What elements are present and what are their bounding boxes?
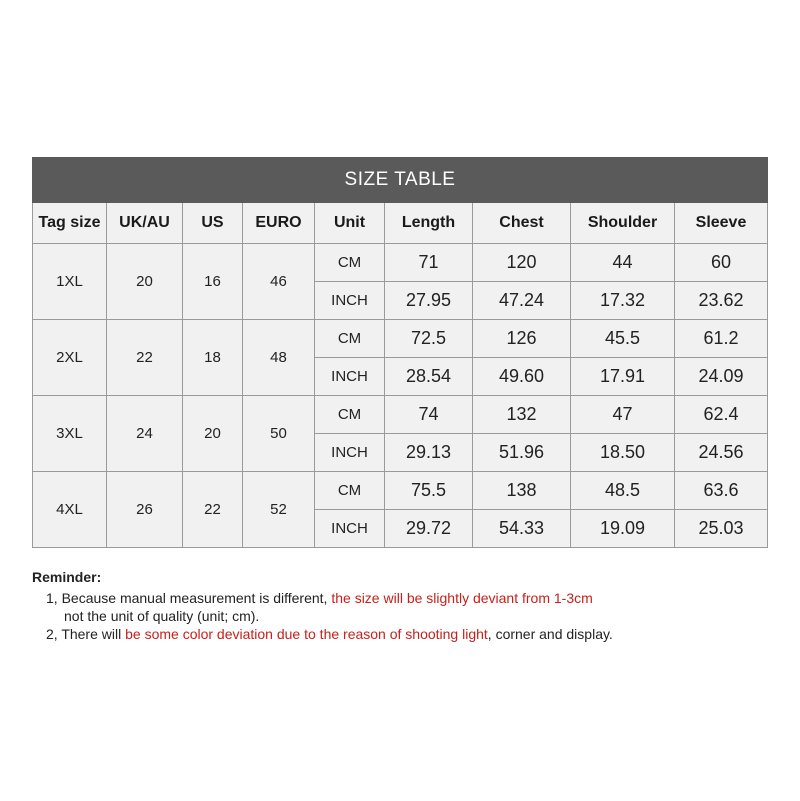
length-cell: 75.5 (385, 472, 473, 510)
unit-cell: INCH (315, 510, 385, 548)
unit-cell: CM (315, 396, 385, 434)
reminder-heading: Reminder: (32, 569, 102, 585)
reminder-line-1 (32, 589, 772, 607)
unit-cell: INCH (315, 358, 385, 396)
shoulder-cell: 47 (571, 396, 675, 434)
sleeve-cell: 60 (675, 244, 768, 282)
header-sleeve: Sleeve (675, 203, 768, 244)
header-shoulder: Shoulder (571, 203, 675, 244)
reminder-line-2 (32, 625, 772, 643)
length-cell: 27.95 (385, 282, 473, 320)
table-row (33, 472, 768, 510)
chest-cell: 49.60 (473, 358, 571, 396)
length-cell: 72.5 (385, 320, 473, 358)
sleeve-cell: 25.03 (675, 510, 768, 548)
euro-cell: 46 (243, 244, 315, 320)
tag-size-cell: 3XL (33, 396, 107, 472)
chest-cell: 54.33 (473, 510, 571, 548)
euro-cell: 52 (243, 472, 315, 548)
uk-au-cell: 24 (107, 396, 183, 472)
header-tag-size: Tag size (33, 203, 107, 244)
us-cell: 22 (183, 472, 243, 548)
table-row (33, 244, 768, 282)
shoulder-cell: 45.5 (571, 320, 675, 358)
header-euro: EURO (243, 203, 315, 244)
euro-cell: 50 (243, 396, 315, 472)
sleeve-cell: 23.62 (675, 282, 768, 320)
chest-cell: 132 (473, 396, 571, 434)
header-uk-au: UK/AU (107, 203, 183, 244)
shoulder-cell: 18.50 (571, 434, 675, 472)
uk-au-cell: 26 (107, 472, 183, 548)
reminder-note (32, 568, 772, 643)
length-cell: 29.72 (385, 510, 473, 548)
reminder-line-1-highlight: the size will be slightly deviant from 1-3cm (331, 590, 593, 606)
length-cell: 74 (385, 396, 473, 434)
sleeve-cell: 24.09 (675, 358, 768, 396)
tag-size-cell: 2XL (33, 320, 107, 396)
reminder-line-2-text: 2, There will (46, 626, 126, 642)
us-cell: 20 (183, 396, 243, 472)
euro-cell: 48 (243, 320, 315, 396)
us-cell: 16 (183, 244, 243, 320)
uk-au-cell: 22 (107, 320, 183, 396)
reminder-line-1-text: 1, Because manual measurement is different, (46, 590, 332, 606)
chest-cell: 51.96 (473, 434, 571, 472)
chest-cell: 120 (473, 244, 571, 282)
length-cell: 71 (385, 244, 473, 282)
header-unit: Unit (315, 203, 385, 244)
length-cell: 29.13 (385, 434, 473, 472)
shoulder-cell: 17.32 (571, 282, 675, 320)
sleeve-cell: 24.56 (675, 434, 768, 472)
unit-cell: INCH (315, 434, 385, 472)
table-row (33, 396, 768, 434)
table-row (33, 320, 768, 358)
chest-cell: 47.24 (473, 282, 571, 320)
tag-size-cell: 1XL (33, 244, 107, 320)
uk-au-cell: 20 (107, 244, 183, 320)
header-chest: Chest (473, 203, 571, 244)
tag-size-cell: 4XL (33, 472, 107, 548)
shoulder-cell: 48.5 (571, 472, 675, 510)
unit-cell: INCH (315, 282, 385, 320)
size-table (32, 157, 768, 548)
header-row (33, 203, 768, 244)
length-cell: 28.54 (385, 358, 473, 396)
reminder-line-1-continuation: not the unit of quality (unit; cm). (64, 608, 260, 624)
unit-cell: CM (315, 472, 385, 510)
unit-cell: CM (315, 320, 385, 358)
shoulder-cell: 19.09 (571, 510, 675, 548)
unit-cell: CM (315, 244, 385, 282)
table-title: SIZE TABLE (33, 158, 768, 203)
sleeve-cell: 61.2 (675, 320, 768, 358)
us-cell: 18 (183, 320, 243, 396)
shoulder-cell: 44 (571, 244, 675, 282)
sleeve-cell: 62.4 (675, 396, 768, 434)
chest-cell: 138 (473, 472, 571, 510)
reminder-line-2-tail: , corner and display. (487, 626, 613, 642)
shoulder-cell: 17.91 (571, 358, 675, 396)
chest-cell: 126 (473, 320, 571, 358)
header-length: Length (385, 203, 473, 244)
header-us: US (183, 203, 243, 244)
reminder-line-2-highlight: be some color deviation due to the reason of shooting light (125, 626, 488, 642)
sleeve-cell: 63.6 (675, 472, 768, 510)
